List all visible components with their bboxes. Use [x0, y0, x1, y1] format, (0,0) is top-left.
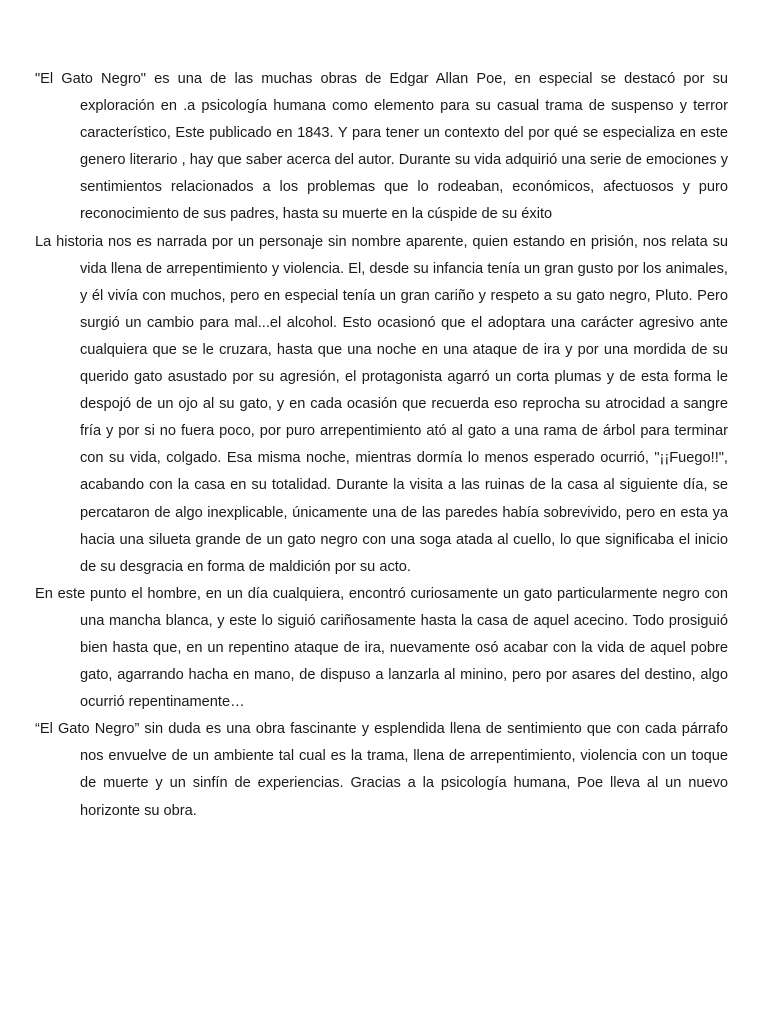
- paragraph-story-summary: La historia nos es narrada por un personaje sin nombre aparente, quien estando en prisión, nos relata su vida llena de arrepentimiento y violencia. El, desde su infancia tenía un gran gusto por los animales, y él vivía con muchos, pero en especial tenía un gran cariño y respeto a su gato negro, Pluto. Pero surgió un cambio para mal...el alcohol. Esto ocasionó que el adoptara una carácter agresivo ante cualquiera que se le cruzara, hasta que una noche en una ataque de ira y por una mordida de su querido gato asustado por su agresión, el protagonista agarró un corta plumas y de esta forma le despojó de un ojo al su gato, y en cada ocasión que recuerda eso reprocha su atrocidad a sangre fría y por si no fuera poco, por puro arrepentimiento ató al gato a una rama de árbol para terminar con su vida, colgado. Esa misma noche, mientras dormía lo menos esperado ocurrió, "¡¡Fuego!!", acabando con la casa en su totalidad. Durante la visita a las ruinas de la casa al siguiente día, se percataron de algo inexplicable, únicamente una de las paredes había sobrevivido, pero en esta ya hacia una silueta grande de un gato negro con una soga atada al cuello, lo que significaba el inicio de su desgracia en forma de maldición por su acto.: [35, 233, 728, 575]
- paragraph-introduction: "El Gato Negro" es una de las muchas obras de Edgar Allan Poe, en especial se destacó por su exploración en .a psicología humana como elemento para su casual trama de suspenso y terror característico, Este publicado en 1843. Y para tener un contexto del por qué se especializa en este genero literario , hay que saber acerca del autor. Durante su vida adquirió una serie de emociones y sentimientos relacionados a los problemas que lo rodeaban, económicos, afectuosos y puro reconocimiento de sus padres, hasta su muerte en la cúspide de su éxito: [35, 71, 728, 223]
- paragraph-second-cat: En este punto el hombre, en un día cualquiera, encontró curiosamente un gato particularmente negro con una mancha blanca, y este lo siguió cariñosamente hasta la casa de aquel acecino. Todo prosiguió bien hasta que, en un repentino ataque de ira, nuevamente osó acabar con la vida de aquel pobre gato, agarrando hacha en mano, de dispuso a lanzarla al minino, pero por asares del destino, algo ocurrió repentinamente…: [35, 585, 728, 711]
- paragraph-conclusion: “El Gato Negro” sin duda es una obra fascinante y esplendida llena de sentimiento que con cada párrafo nos envuelve de un ambiente tal cual es la trama, llena de arrepentimiento, violencia con un toque de muerte y un sinfín de experiencias. Gracias a la psicología humana, Poe lleva al un nuevo horizonte su obra.: [35, 721, 728, 819]
